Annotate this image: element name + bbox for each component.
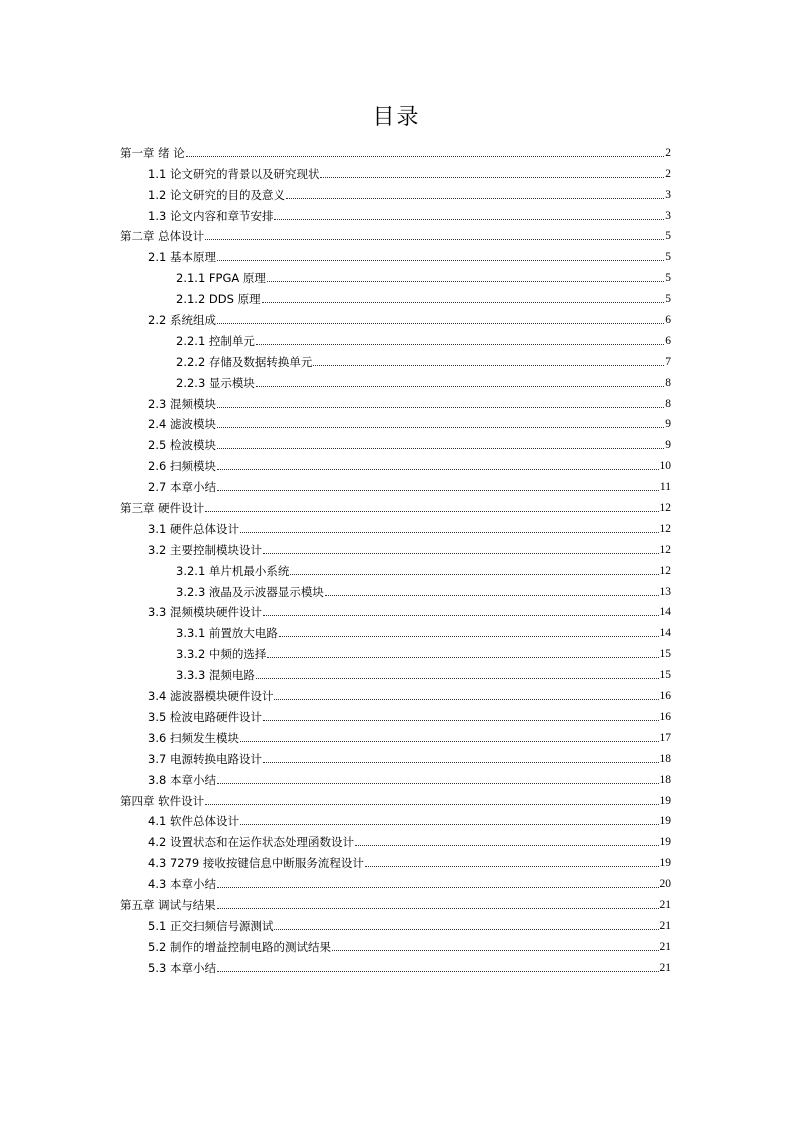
toc-entry[interactable] — [120, 661, 671, 682]
toc-leader-dots — [267, 656, 658, 658]
toc-entry-page-number: 14 — [659, 606, 671, 619]
toc-leader-dots — [279, 635, 659, 637]
toc-entry[interactable] — [120, 619, 671, 640]
toc-leader-dots — [325, 594, 659, 596]
toc-entry-page-number: 12 — [659, 522, 671, 535]
toc-entry-label: 1.1 论文研究的背景以及研究现状 — [148, 166, 320, 181]
toc-entry-label: 4.2 设置状态和在运作状态处理函数设计 — [148, 835, 354, 850]
toc-leader-dots — [256, 677, 659, 679]
toc-leader-dots — [217, 489, 659, 491]
toc-entry-page-number: 21 — [659, 940, 671, 953]
toc-entry[interactable] — [120, 870, 671, 891]
toc-entry-label: 第二章 总体设计 — [120, 229, 205, 244]
toc-leader-dots — [240, 740, 659, 742]
toc-entry-page-number: 10 — [659, 460, 671, 473]
toc-entry[interactable] — [120, 808, 671, 829]
toc-entry[interactable] — [120, 348, 671, 369]
toc-entry[interactable] — [120, 599, 671, 620]
toc-entry-page-number: 21 — [659, 961, 671, 974]
toc-entry-page-number: 5 — [665, 293, 671, 306]
toc-entry-label: 第五章 调试与结果 — [120, 897, 216, 912]
toc-entry-page-number: 7 — [665, 355, 671, 368]
toc-entry[interactable] — [120, 515, 671, 536]
toc-leader-dots — [267, 280, 664, 282]
toc-entry[interactable] — [120, 912, 671, 933]
toc-leader-dots — [186, 155, 664, 157]
toc-leader-dots — [313, 364, 664, 366]
toc-entry-page-number: 15 — [659, 669, 671, 682]
toc-entry[interactable] — [120, 536, 671, 557]
toc-entry-label: 2.5 检波模块 — [148, 438, 216, 453]
toc-entry[interactable] — [120, 181, 671, 202]
toc-entry-page-number: 3 — [665, 209, 671, 222]
toc-entry-label: 2.3 混频模块 — [148, 396, 216, 411]
toc-entry[interactable] — [120, 327, 671, 348]
toc-entry-label: 5.1 正交扫频信号源测试 — [148, 918, 274, 933]
toc-leader-dots — [217, 782, 659, 784]
toc-entry[interactable] — [120, 431, 671, 452]
toc-entry-label: 2.7 本章小结 — [148, 480, 216, 495]
toc-leader-dots — [355, 844, 659, 846]
toc-entry[interactable] — [120, 285, 671, 306]
toc-leader-dots — [205, 238, 664, 240]
toc-entry-label: 3.8 本章小结 — [148, 772, 216, 787]
toc-entry-label: 2.2.3 显示模块 — [176, 375, 255, 390]
toc-entry-label: 4.3 7279 接收按键信息中断服务流程设计 — [148, 856, 364, 871]
toc-entry[interactable] — [120, 828, 671, 849]
toc-entry-label: 3.3.1 前置放大电路 — [176, 626, 278, 641]
toc-entry-label: 2.1.1 FPGA 原理 — [176, 271, 266, 286]
toc-entry-label: 2.1 基本原理 — [148, 250, 216, 265]
toc-leader-dots — [217, 406, 664, 408]
toc-leader-dots — [263, 614, 659, 616]
toc-entry-page-number: 5 — [665, 230, 671, 243]
toc-leader-dots — [217, 886, 659, 888]
toc-entry[interactable] — [120, 891, 671, 912]
toc-entry-page-number: 8 — [665, 376, 671, 389]
toc-entry[interactable] — [120, 849, 671, 870]
toc-entry-page-number: 12 — [659, 564, 671, 577]
toc-entry-label: 2.4 滤波模块 — [148, 417, 216, 432]
toc-entry-page-number: 14 — [659, 627, 671, 640]
toc-entry-page-number: 2 — [665, 167, 671, 180]
toc-entry-page-number: 19 — [659, 857, 671, 870]
toc-entry-label: 4.3 本章小结 — [148, 877, 216, 892]
toc-leader-dots — [320, 176, 664, 178]
toc-entry[interactable] — [120, 703, 671, 724]
toc-entry[interactable] — [120, 473, 671, 494]
toc-leader-dots — [256, 343, 664, 345]
toc-entry-label: 2.2.1 控制单元 — [176, 333, 255, 348]
toc-leader-dots — [332, 949, 659, 951]
toc-entry-label: 4.1 软件总体设计 — [148, 814, 239, 829]
toc-entry[interactable] — [120, 452, 671, 473]
toc-title: 目录 — [372, 105, 421, 130]
toc-leader-dots — [286, 197, 664, 199]
toc-leader-dots — [274, 928, 658, 930]
toc-entry-page-number: 3 — [665, 188, 671, 201]
toc-entry-page-number: 16 — [659, 690, 671, 703]
toc-entry-label: 2.1.2 DDS 原理 — [176, 292, 261, 307]
table-of-contents — [120, 139, 671, 975]
toc-entry-page-number: 16 — [659, 710, 671, 723]
toc-leader-dots — [240, 531, 659, 533]
toc-entry-page-number: 18 — [659, 752, 671, 765]
toc-leader-dots — [217, 447, 664, 449]
toc-entry-page-number: 19 — [659, 815, 671, 828]
toc-entry[interactable] — [120, 954, 671, 975]
toc-entry-page-number: 6 — [665, 334, 671, 347]
toc-entry[interactable] — [120, 933, 671, 954]
toc-leader-dots — [240, 823, 659, 825]
toc-entry-page-number: 9 — [665, 439, 671, 452]
toc-entry-label: 第三章 硬件设计 — [120, 501, 205, 516]
toc-entry-page-number: 11 — [659, 481, 671, 494]
toc-entry[interactable] — [120, 223, 671, 244]
toc-entry[interactable] — [120, 160, 671, 181]
toc-entry-page-number: 19 — [659, 794, 671, 807]
toc-entry[interactable] — [120, 202, 671, 223]
toc-entry-label: 3.5 检波电路硬件设计 — [148, 709, 262, 724]
toc-leader-dots — [205, 803, 658, 805]
toc-entry-page-number: 12 — [659, 502, 671, 515]
toc-entry-page-number: 20 — [659, 878, 671, 891]
toc-entry-label: 3.2 主要控制模块设计 — [148, 542, 262, 557]
toc-entry[interactable] — [120, 494, 671, 515]
toc-entry-label: 3.3.2 中频的选择 — [176, 647, 267, 662]
toc-entry-label: 3.3.3 混频电路 — [176, 668, 255, 683]
toc-entry-page-number: 9 — [665, 418, 671, 431]
toc-leader-dots — [217, 468, 659, 470]
toc-leader-dots — [274, 218, 664, 220]
toc-entry-page-number: 13 — [659, 585, 671, 598]
toc-leader-dots — [205, 510, 658, 512]
toc-leader-dots — [217, 322, 664, 324]
toc-entry-label: 1.2 论文研究的目的及意义 — [148, 187, 285, 202]
toc-entry-label: 第一章 绪 论 — [120, 145, 185, 160]
toc-entry-label: 3.6 扫频发生模块 — [148, 730, 239, 745]
toc-entry-label: 2.6 扫频模块 — [148, 459, 216, 474]
toc-entry-label: 3.3 混频模块硬件设计 — [148, 605, 262, 620]
toc-leader-dots — [263, 552, 659, 554]
toc-leader-dots — [217, 970, 659, 972]
toc-entry-label: 3.7 电源转换电路设计 — [148, 751, 262, 766]
toc-entry-label: 5.2 制作的增益控制电路的测试结果 — [148, 939, 331, 954]
toc-entry[interactable] — [120, 243, 671, 264]
toc-entry-label: 3.4 滤波器模块硬件设计 — [148, 689, 274, 704]
toc-entry[interactable] — [120, 724, 671, 745]
toc-entry[interactable] — [120, 264, 671, 285]
toc-entry-page-number: 18 — [659, 773, 671, 786]
toc-leader-dots — [256, 385, 664, 387]
toc-entry-label: 第四章 软件设计 — [120, 793, 205, 808]
toc-leader-dots — [365, 865, 659, 867]
toc-entry[interactable] — [120, 369, 671, 390]
toc-entry-label: 3.2.3 液晶及示波器显示模块 — [176, 584, 324, 599]
toc-entry-label: 1.3 论文内容和章节安排 — [148, 208, 274, 223]
toc-leader-dots — [263, 761, 659, 763]
toc-entry[interactable] — [120, 787, 671, 808]
toc-entry-page-number: 15 — [659, 648, 671, 661]
toc-entry[interactable] — [120, 411, 671, 432]
toc-entry[interactable] — [120, 390, 671, 411]
toc-leader-dots — [274, 698, 658, 700]
toc-leader-dots — [217, 907, 659, 909]
toc-leader-dots — [290, 573, 658, 575]
toc-entry[interactable] — [120, 557, 671, 578]
toc-entry[interactable] — [120, 139, 671, 160]
toc-leader-dots — [263, 719, 659, 721]
toc-entry-page-number: 6 — [665, 314, 671, 327]
toc-entry-page-number: 17 — [659, 731, 671, 744]
toc-entry[interactable] — [120, 766, 671, 787]
toc-entry-page-number: 5 — [665, 272, 671, 285]
toc-entry-page-number: 5 — [665, 251, 671, 264]
toc-entry-page-number: 21 — [659, 898, 671, 911]
toc-entry[interactable] — [120, 578, 671, 599]
toc-entry-label: 5.3 本章小结 — [148, 960, 216, 975]
toc-entry-label: 3.2.1 单片机最小系统 — [176, 563, 290, 578]
toc-entry-page-number: 8 — [665, 397, 671, 410]
toc-entry-page-number: 12 — [659, 543, 671, 556]
toc-entry[interactable] — [120, 682, 671, 703]
toc-entry-page-number: 2 — [665, 146, 671, 159]
toc-entry-label: 2.2.2 存储及数据转换单元 — [176, 354, 313, 369]
toc-leader-dots — [262, 301, 665, 303]
toc-entry[interactable] — [120, 306, 671, 327]
toc-entry-label: 2.2 系统组成 — [148, 313, 216, 328]
toc-entry-page-number: 21 — [659, 919, 671, 932]
toc-entry-label: 3.1 硬件总体设计 — [148, 521, 239, 536]
toc-leader-dots — [217, 259, 664, 261]
toc-entry[interactable] — [120, 640, 671, 661]
toc-entry-page-number: 19 — [659, 836, 671, 849]
toc-entry[interactable] — [120, 745, 671, 766]
toc-leader-dots — [217, 426, 664, 428]
